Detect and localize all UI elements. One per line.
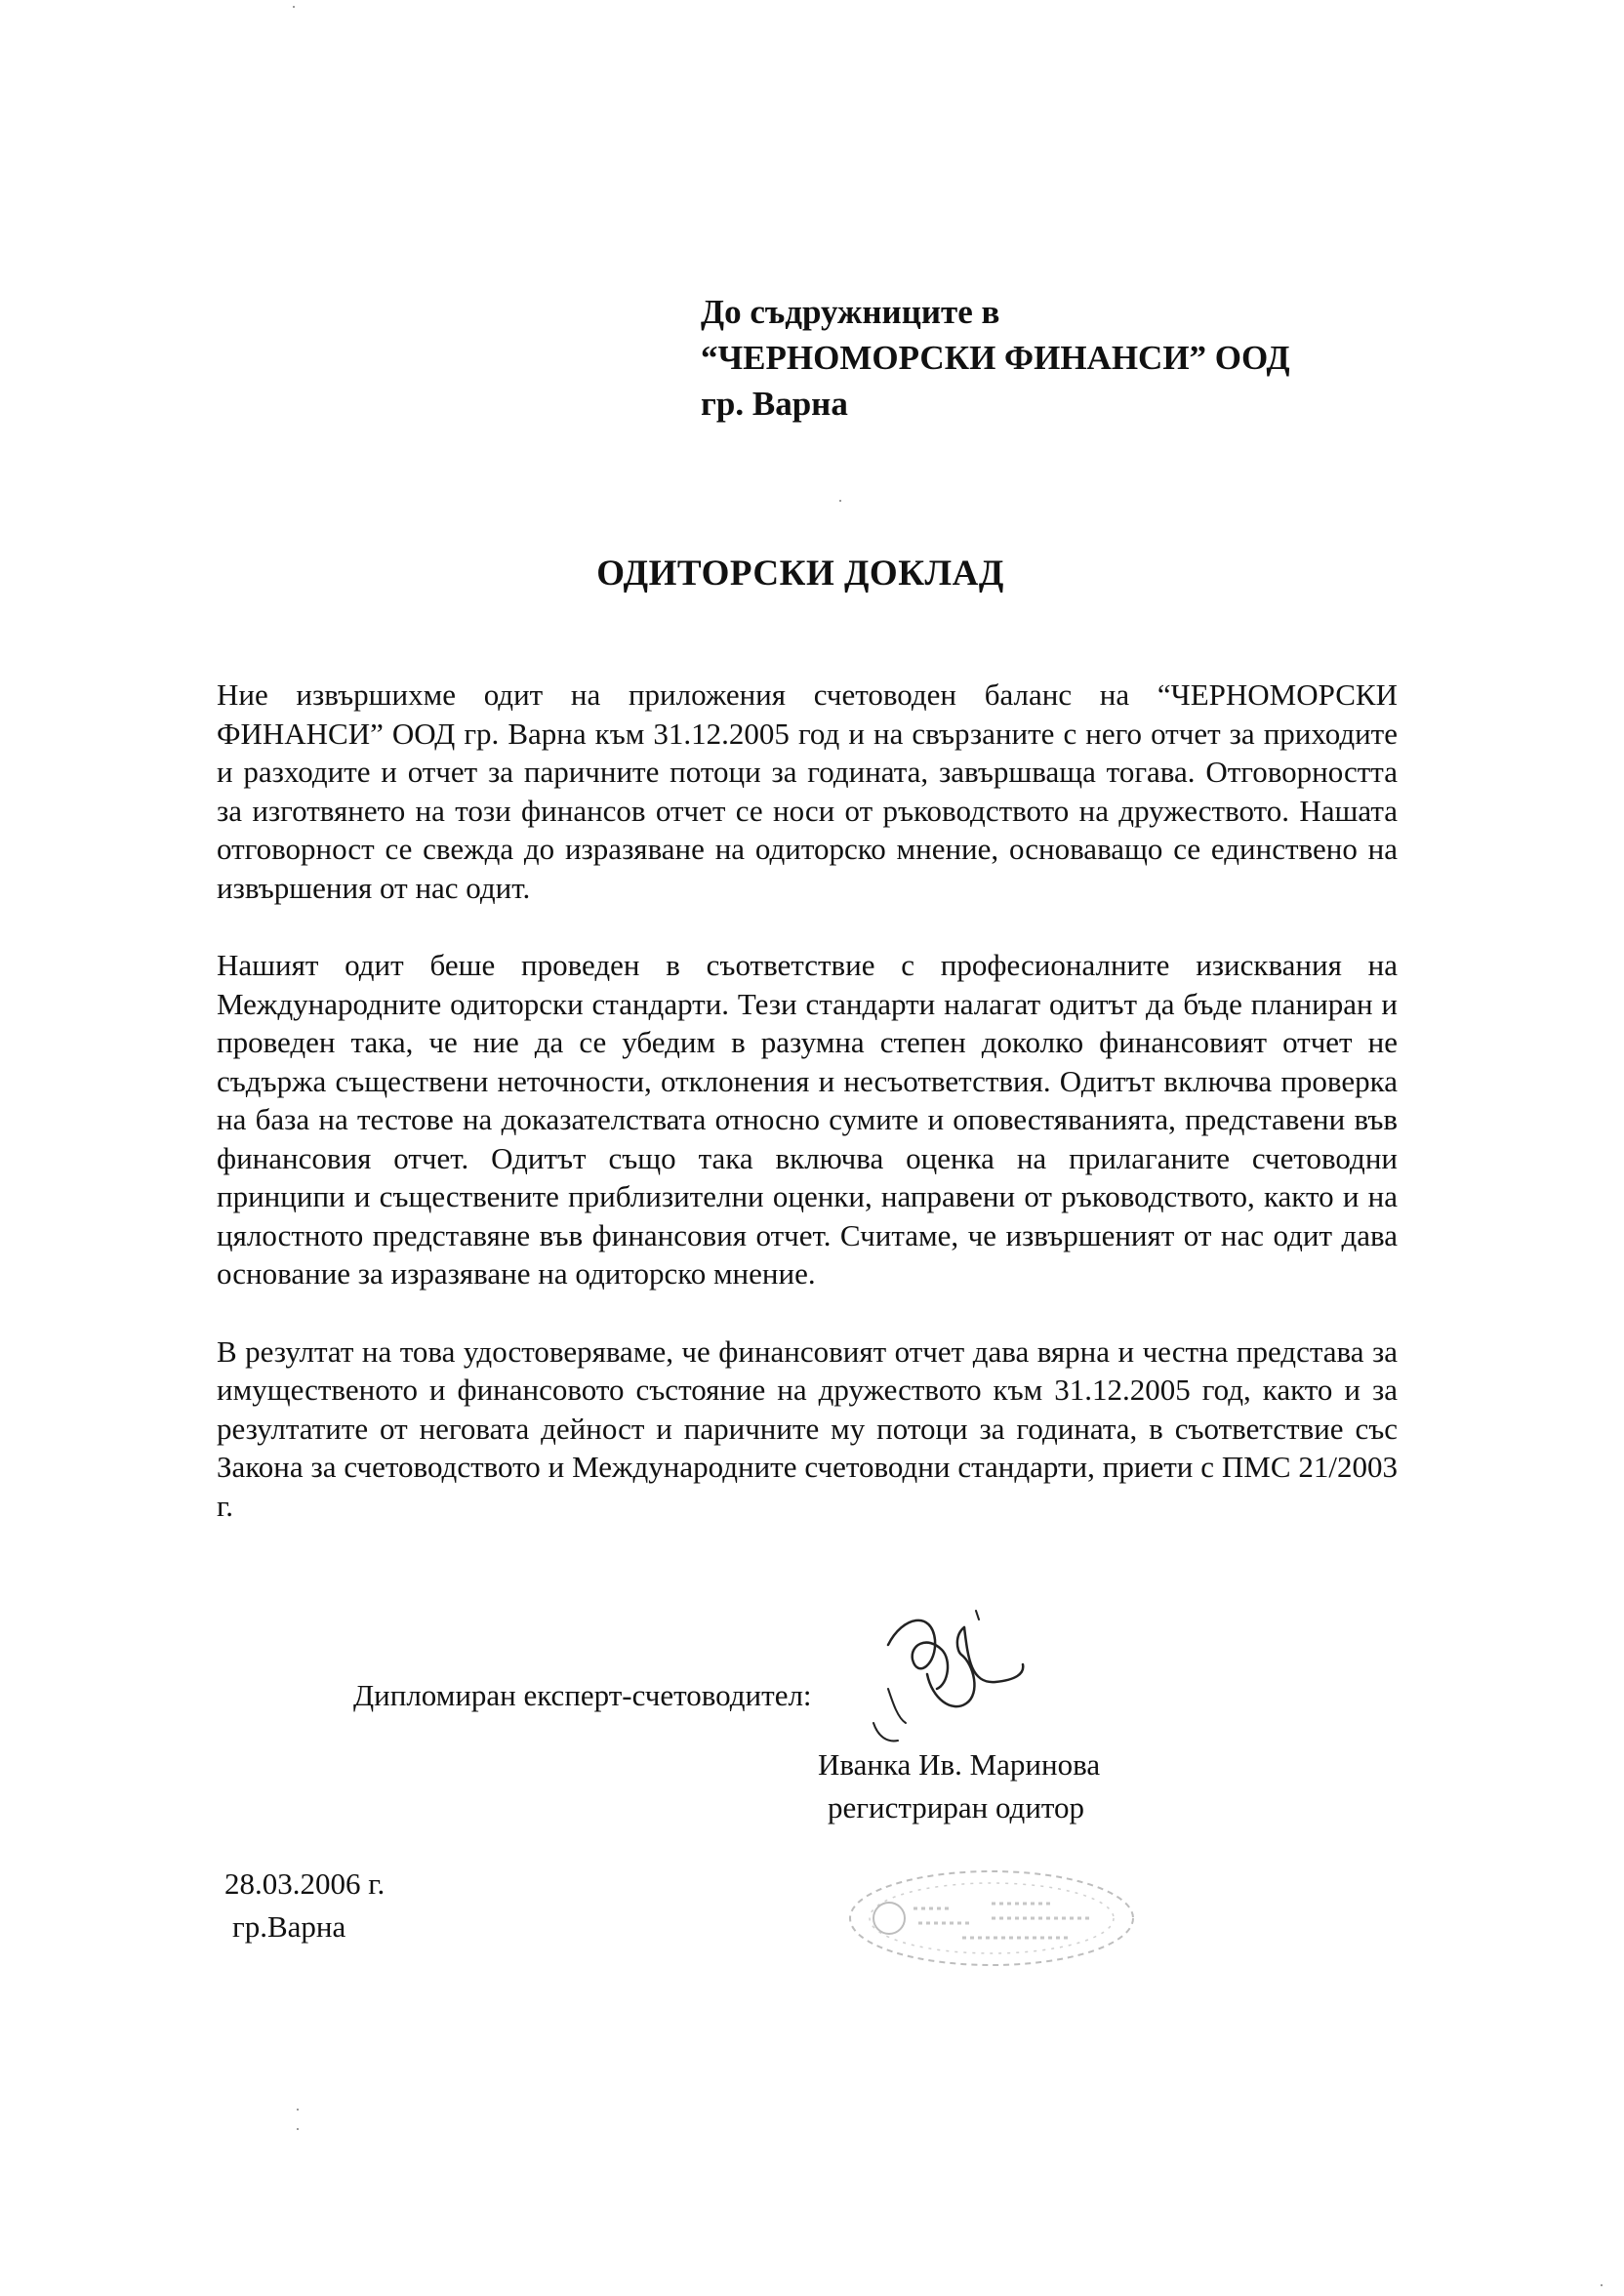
addressee-block bbox=[701, 289, 1290, 427]
document-title: ОДИТОРСКИ ДОКЛАД bbox=[596, 554, 1004, 594]
paragraph-opinion: В резултат на това удостоверяваме, че финансовият отчет дава вярна и честна представа за имущественото и финансовото състояние на дружеството към 31.12.2005 год, както и за резултатите от неговата дейност и паричните му потоци за годината, в съответствие със Закона за счетоводството и Международните счетоводни стандарти, приети с ПМС 21/2003 г. bbox=[217, 1333, 1398, 1523]
faded-stamp bbox=[845, 1865, 1138, 1972]
scan-speck bbox=[839, 500, 841, 502]
addressee-city: гр. Варна bbox=[701, 385, 848, 423]
signer-name: Иванка Ив. Маринова bbox=[818, 1747, 1101, 1782]
report-date: 28.03.2006 г. bbox=[224, 1866, 386, 1901]
handwritten-signature bbox=[859, 1606, 1039, 1747]
signature-label: Дипломиран експерт-счетоводител: bbox=[353, 1678, 812, 1712]
addressee-company: “ЧЕРНОМОРСКИ ФИНАНСИ” ООД bbox=[701, 339, 1290, 377]
report-body bbox=[217, 676, 1398, 1564]
paragraph-scope: Ние извършихме одит на приложения счетоводен баланс на “ЧЕРНОМОРСКИ ФИНАНСИ” ООД гр. Варна към 31.12.2005 год и на свързаните с него отчет за приходите и разходите и отчет за паричните потоци за годината, завършваща тогава. Отговорността за изготвянето на този финансов отчет се носи от ръководството на дружеството. Нашата отговорност се свежда до изразяване на одиторско мнение, основаващо се единствено на извършения от нас одит. bbox=[217, 677, 1398, 905]
addressee-line-1: До съдружниците в bbox=[701, 293, 1000, 331]
report-place: гр.Варна bbox=[232, 1909, 346, 1944]
paragraph-standards: Нашият одит беше проведен в съответствие с професионалните изисквания на Международните одиторски стандарти. Тези стандарти налагат одитът да бъде планиран и проведен така, че ние да се убедим в разумна степен доколко финансовият отчет не съдържа съществени неточности, отклонения и несъответствия. Одитът включва проверка на база на тестове на доказателствата относно сумите и оповестяванията, представени във финансовия отчет. Одитът също така включва оценка на прилаганите счетоводни принципи и съществените приблизителни оценки, направени от ръководството, както и на цялостното представяне във финансовия отчет. Считаме, че извършеният от нас одит дава основание за изразяване на одиторско мнение. bbox=[217, 948, 1398, 1291]
scan-speck bbox=[293, 6, 295, 8]
scan-speck bbox=[297, 2128, 299, 2130]
scan-speck bbox=[297, 2109, 299, 2111]
scan-speck bbox=[1601, 2284, 1603, 2286]
signer-role: регистриран одитор bbox=[828, 1790, 1085, 1824]
